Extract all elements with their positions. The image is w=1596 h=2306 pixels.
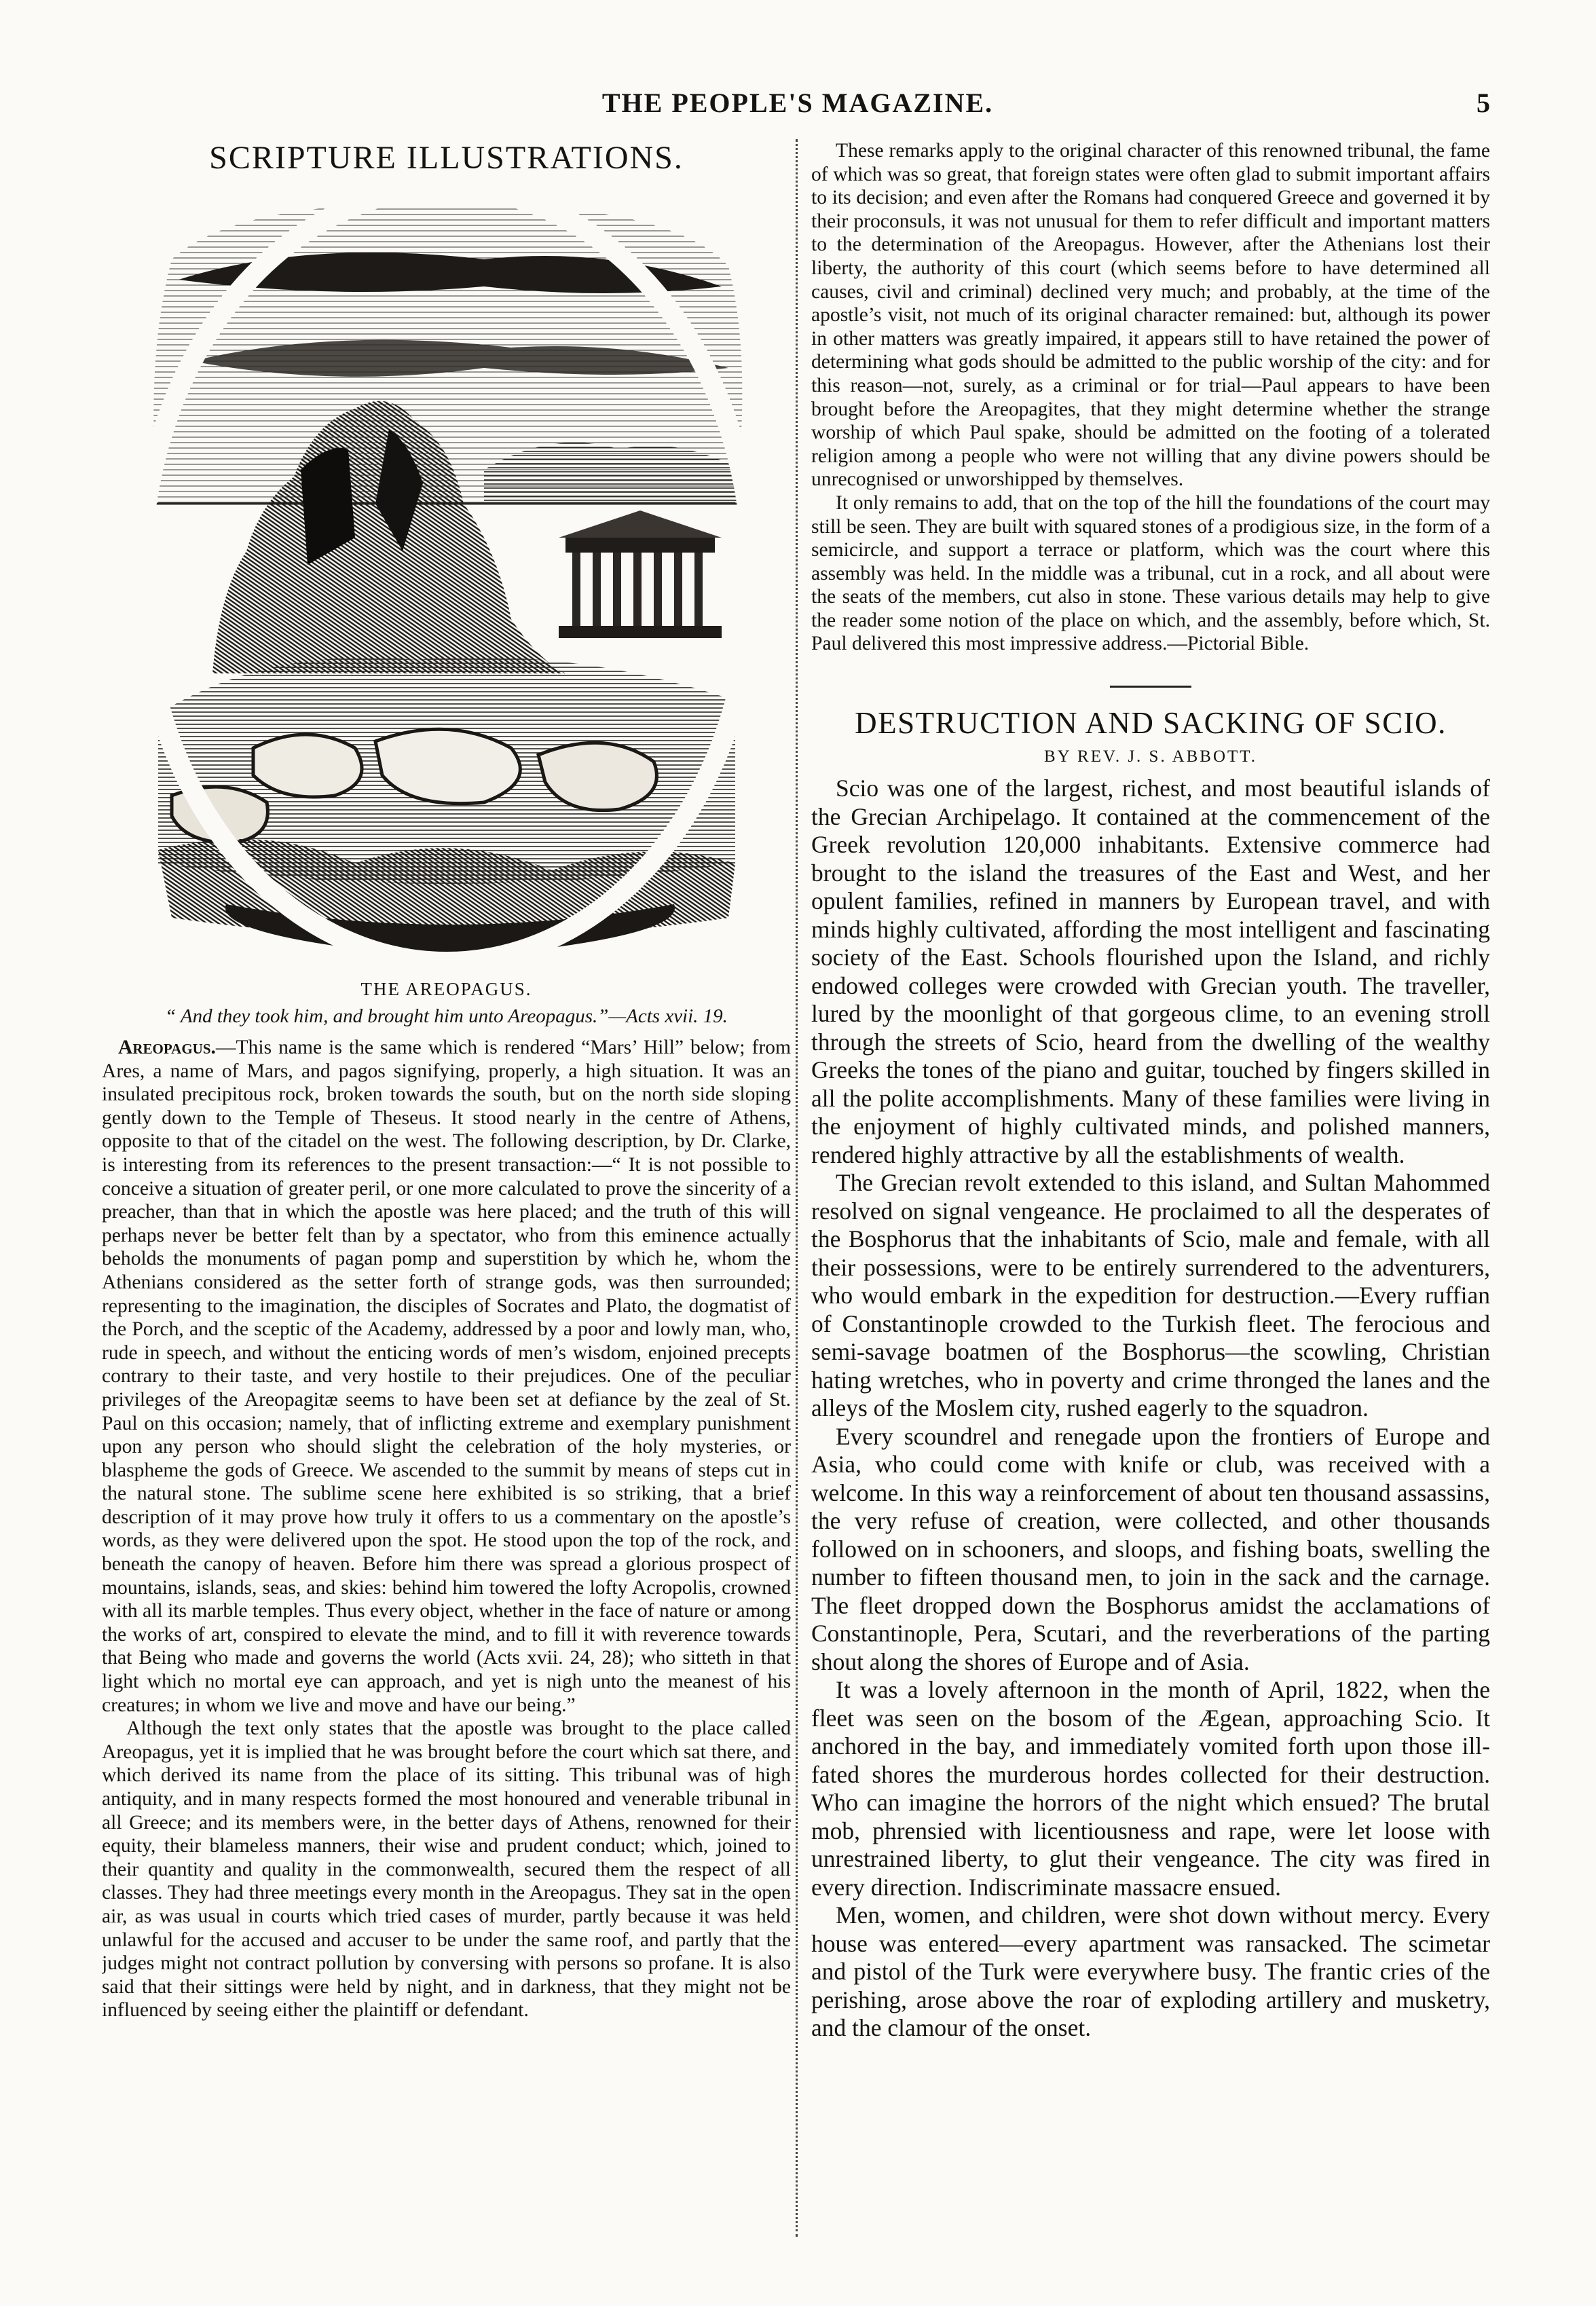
areopagus-paragraph-2: Although the text only states that the apostle was brought to the place called Areopagus, yet it is implied that he was brought before the court which sat there, and which derived its name from the place of its sitting. This tribunal was of high antiquity, and in many respects formed the most honoured and venerable tribunal in all Greece; and its members were, in the better days of Athens, renowned for their equity, their blameless manners, their wise and prudent conduct; which, joined to their quantity and quality in the commonwealth, secured them the respect of all classes. They had three meetings every month in the Areopagus. They sat in the open air, as was usual in courts which tried cases of murder, partly because it was held unlawful for the accused and accuser to be under the same roof, and partly that the judges might not contract pollution by conversing with persons so profane. It is also said that their sittings were held by night, and in darkness, that they might not be influenced by seeing either the plaintiff or defendant.: [102, 1717, 791, 2022]
areopagus-lead-word: Areopagus.: [118, 1037, 216, 1058]
areopagus-paragraph-1: [102, 1036, 791, 1717]
areopagus-engraving: [131, 185, 762, 965]
section-title: SCRIPTURE ILLUSTRATIONS.: [209, 140, 684, 176]
temple-illustration: [559, 510, 722, 638]
section-rule: [1110, 686, 1191, 688]
page-number: 5: [1477, 88, 1490, 118]
column-divider: [796, 139, 798, 2237]
right-column: [811, 139, 1490, 2244]
scripture-verse: “ And they took him, and brought him unto Areopagus.”—Acts xvii. 19.: [165, 1005, 728, 1027]
left-column: [102, 139, 791, 2244]
page-header: [105, 87, 1490, 128]
tribunal-paragraph-2: It only remains to add, that on the top of the hill the foundations of the court may still be seen. They are built with squared stones of a prodigious size, in the form of a semicircle, and support a terrace or platform, which was the court where this assembly was held. In the middle was a tribunal, cut in a rock, and all about were the seats of the members, cut also in stone. These various details may help to give the reader some notion of the place on which, and the assembly, before which, St. Paul delivered this most impressive address.—Pictorial Bible.: [811, 491, 1490, 655]
scio-paragraph-1: Scio was one of the largest, richest, and most beautiful islands of the Grecian Archipelago. It contained at the commencement of the Greek revolution 120,000 inhabitants. Extensive commerce had brought to the island the treasures of the East and West, and her opulent families, refined in manners by European travel, and with minds highly cultivated, affording the most intelligent and fascinating society of the East. Schools flourished upon the Island, and richly endowed colleges were crowded with Grecian youth. The traveller, lured by the moonlight of that gorgeous clime, to an evening stroll through the streets of Scio, heard from the dwelling of the wealthy Greeks the tones of the piano and guitar, touched by fingers skilled in all the polite accomplishments. Many of these families were living in the enjoyment of highly cultivated minds, and polished manners, rendered highly attractive by all the establishments of wealth.: [811, 775, 1490, 1168]
running-title: THE PEOPLE'S MAGAZINE.: [601, 88, 994, 118]
scio-paragraph-2: The Grecian revolt extended to this island, and Sultan Mahommed resolved on signal vengeance. He proclaimed to all the desperates of the Bosphorus that the inhabitants of Scio, male and female, with all their possessions, were to be entirely surrendered to the adventurers, who would embark in the expedition for destruction.—Every ruffian of Constantinople crowded to the Turkish fleet. The ferocious and semi-savage boatmen of the Bosphorus—the scowling, Christian hating wretches, who in poverty and crime thronged the lanes and the alleys of the Moslem city, rushed eagerly to the squadron.: [811, 1169, 1490, 1422]
illustration-caption: THE AREOPAGUS.: [360, 979, 532, 999]
scio-paragraph-4: It was a lovely afternoon in the month of April, 1822, when the fleet was seen on the bosom of the Ægean, approaching Scio. It anchored in the bay, and immediately vomited forth upon those ill-fated shores the murderous hordes collected for their destruction. Who can imagine the horrors of the night which ensued? The brutal mob, phrensied with licentiousness and rape, were let loose with unrestrained liberty, to glut their vengeance. The city was fired in every direction. Indiscriminate massacre ensued.: [811, 1676, 1490, 1901]
areopagus-paragraph-1-text: —This name is the same which is rendered “Mars’ Hill” below; from Ares, a name of Mars, and pagos signifying, properly, a high situation. It was an insulated precipitous rock, broken towards the south, but on the north side sloping gently down to the Temple of Theseus. It stood nearly in the centre of Athens, opposite to that of the citadel on the west. The following description, by Dr. Clarke, is interesting from its references to the present transaction:—“ It is not possible to conceive a situation of greater peril, or one more calculated to prove the sincerity of a preacher, than that in which the apostle was here placed; and the truth of this will perhaps never be better felt than by a spectator, who from this eminence actually beholds the monuments of pagan pomp and superstition by which he, whom the Athenians considered as the setter forth of strange gods, was then surrounded; representing to the imagination, the disciples of Socrates and Plato, the dogmatist of the Porch, and the sceptic of the Academy, addressed by a poor and lowly man, who, rude in speech, and without the enticing words of men’s wisdom, enjoined precepts contrary to their taste, and very hostile to their prejudices. One of the peculiar privileges of the Areopagitæ seems to have been set at defiance by the zeal of St. Paul on this occasion; namely, that of inflicting extreme and exemplary punishment upon any person who should slight the celebration of the holy mysteries, or blaspheme the gods of Greece. We ascended to the summit by means of steps cut in the natural stone. The sublime scene here exhibited is so striking, that a brief description of it may prove how truly it offers to us a commentary on the apostle’s words, as they were delivered upon the spot. He stood upon the top of the rock, and beneath the canopy of heaven. Before him there was spread a glorious prospect of mountains, islands, seas, and skies: behind him towered the lofty Acropolis, crowned with all its marble temples. Thus every object, whether in the face of nature or among the works of art, conspired to elevate the mind, and to fill it with reverence towards that Being who made and governs the world (Acts xvii. 24, 28); who sitteth in that light which no mortal eye can approach, and yet is nigh unto the meanest of his creatures; in whom we live and move and have our being.”: [102, 1037, 791, 1716]
scio-paragraph-3: Every scoundrel and renegade upon the frontiers of Europe and Asia, who could come with knife or club, was received with a welcome. In this way a reinforcement of about ten thousand assassins, the very refuse of creation, were collected, and other thousands followed on in schooners, and sloops, and fishing boats, swelling the number to fifteen thousand men, to join in the sack and the carnage. The fleet dropped down the Bosphorus amidst the acclamations of Constantinople, Pera, Scutari, and the reverberations of the parting shout along the shores of Europe and of Asia.: [811, 1422, 1490, 1675]
article-title: DESTRUCTION AND SACKING OF SCIO.: [855, 706, 1447, 741]
tribunal-paragraph-1: These remarks apply to the original character of this renowned tribunal, the fame of which was so great, that foreign states were often glad to submit important affairs to its decision; and even after the Romans had conquered Greece and governed it by their proconsuls, it was not unusual for them to refer difficult and important matters to the determination of the Areopagus. However, after the Athenians lost their liberty, the authority of this court (which seems before to have determined all causes, civil and criminal) declined very much; and probably, at the time of the apostle’s visit, not much of its original character remained: but, although its power in other matters was greatly impaired, it appears still to have retained the power of determining what gods should be admitted to the public worship of the city: and for this reason—not, surely, as a criminal or for trial—Paul appears to have been brought before the Areopagites, that they might determine whether the strange worship of which Paul spake, should be admitted on the footing of a tolerated religion among a people who were not willing that any divine powers should be unrecognised or unworshipped by themselves.: [811, 140, 1490, 491]
article-byline: BY REV. J. S. ABBOTT.: [1044, 747, 1257, 766]
scio-paragraph-5: Men, women, and children, were shot down without mercy. Every house was entered—every apartment was ransacked. The scimetar and pistol of the Turk were everywhere busy. The frantic cries of the perishing, arose above the roar of exploding artillery and musketry, and the clamour of the onset.: [811, 1901, 1490, 2042]
